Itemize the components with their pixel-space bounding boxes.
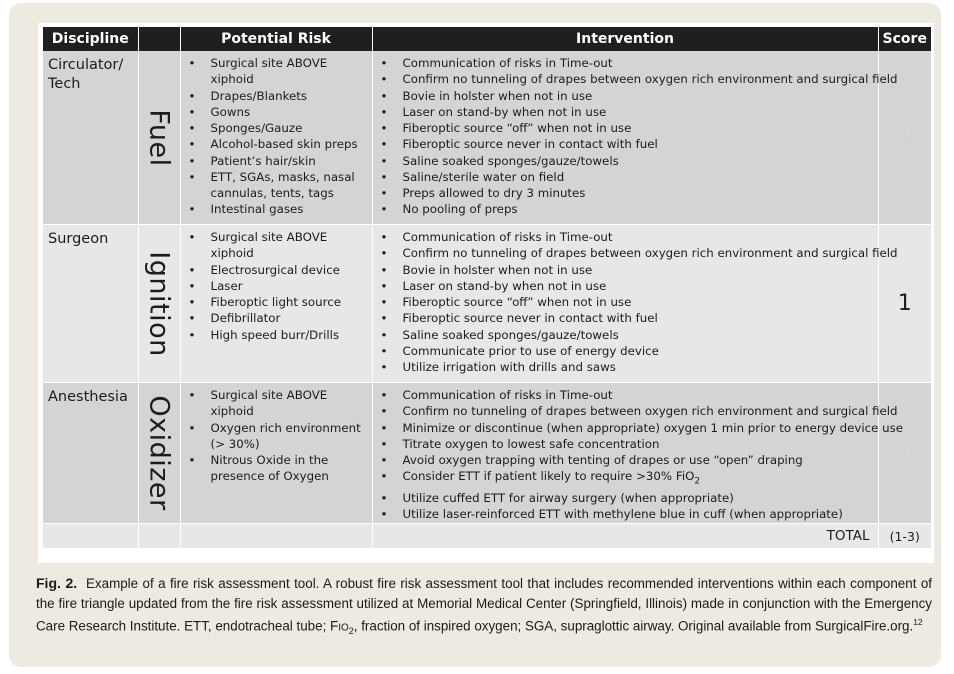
risk-item: • Laser	[181, 278, 372, 294]
risk-item: • Defibrillator	[181, 310, 372, 326]
header-component	[138, 27, 180, 51]
intervention-item: • Fiberoptic source “off” when not in use	[373, 294, 878, 310]
intervention-item: • Communication of risks in Time-out	[373, 387, 878, 403]
intervention-item: • Preps allowed to dry 3 minutes	[373, 185, 878, 201]
fio2-subscript: 2	[694, 476, 701, 487]
caption-reference: 12	[913, 617, 923, 628]
empty-cell	[43, 524, 138, 549]
intervention-item: • Saline/sterile water on field	[373, 169, 878, 185]
figure-caption	[36, 574, 932, 642]
intervention-item: • Fiberoptic source never in contact with fuel	[373, 310, 878, 326]
total-range: (1-3)	[878, 524, 931, 549]
intervention-item: • Fiberoptic source never in contact with fuel	[373, 136, 878, 152]
intervention-cell	[372, 51, 898, 225]
risk-item: • Nitrous Oxide in the presence of Oxygen	[181, 452, 372, 485]
risk-item: • Drapes/Blankets	[181, 88, 372, 104]
risk-item: • Gowns	[181, 104, 372, 120]
fire-risk-table	[43, 27, 931, 548]
risk-item: • Oxygen rich environment (> 30%)	[181, 420, 372, 453]
caption-text: Example of a fire risk assessment tool. A robust fire risk assessment tool that includes recommended interventions within each component of the fire triangle updated from the fire risk assessment utilized at Memorial Medical Center (Springfield, Illinois) made in conjunction with the Emergency Care Research Institute. ETT, endotracheal tube; F	[36, 576, 933, 634]
risk-item: • High speed burr/Drills	[181, 327, 372, 343]
intervention-item: • Communication of risks in Time-out	[373, 229, 878, 245]
intervention-item: • Communication of risks in Time-out	[373, 55, 878, 71]
discipline-cell: Anesthesia	[43, 383, 138, 524]
intervention-item: • Laser on stand-by when not in use	[373, 278, 878, 294]
component-cell	[138, 51, 180, 225]
caption-fio-subscript: 2	[348, 626, 354, 637]
risk-cell	[180, 225, 372, 383]
intervention-item: • Utilize cuffed ETT for airway surgery (when appropriate)	[373, 490, 878, 506]
table-panel	[38, 23, 934, 563]
header-intervention: Intervention	[372, 27, 878, 51]
intervention-item: • No pooling of preps	[373, 201, 878, 217]
table-row-oxidizer	[43, 383, 931, 524]
empty-cell	[138, 524, 180, 549]
component-label-fuel: Fuel	[143, 108, 175, 167]
discipline-cell: Circulator/ Tech	[43, 51, 138, 225]
intervention-item: • Bovie in holster when not in use	[373, 262, 878, 278]
risk-item: • ETT, SGAs, masks, nasal cannulas, tents, tags	[181, 169, 372, 202]
risk-item: • Fiberoptic light source	[181, 294, 372, 310]
caption-fio-small: IO	[338, 622, 349, 634]
score-cell: 1	[878, 383, 931, 524]
component-cell	[138, 225, 180, 383]
risk-item: • Alcohol-based skin preps	[181, 136, 372, 152]
risk-item: • Surgical site ABOVE xiphoid	[181, 55, 372, 88]
component-label-oxidizer: Oxidizer	[143, 395, 175, 511]
score-cell: 1	[878, 51, 931, 225]
discipline-cell: Surgeon	[43, 225, 138, 383]
intervention-item: • Confirm no tunneling of drapes between oxygen rich environment and surgical field	[373, 245, 878, 261]
intervention-item: • Avoid oxygen trapping with tenting of drapes or use “open” draping	[373, 452, 878, 468]
intervention-item: • Bovie in holster when not in use	[373, 88, 878, 104]
header-potential-risk: Potential Risk	[180, 27, 372, 51]
risk-item: • Surgical site ABOVE xiphoid	[181, 387, 372, 420]
intervention-item: • Titrate oxygen to lowest safe concentration	[373, 436, 878, 452]
component-cell	[138, 383, 180, 524]
header-score: Score	[878, 27, 931, 51]
total-row	[43, 524, 931, 549]
caption-label: Fig. 2.	[36, 575, 78, 591]
intervention-item: • Confirm no tunneling of drapes between oxygen rich environment and surgical field	[373, 403, 878, 419]
header-discipline: Discipline	[43, 27, 138, 51]
intervention-cell	[372, 383, 904, 524]
component-label-ignition: Ignition	[143, 250, 175, 357]
intervention-item: • Laser on stand-by when not in use	[373, 104, 878, 120]
total-label: TOTAL	[372, 524, 878, 549]
intervention-item: • Utilize irrigation with drills and saws	[373, 359, 878, 375]
intervention-item: • Saline soaked sponges/gauze/towels	[373, 153, 878, 169]
risk-cell	[180, 383, 372, 524]
risk-item: • Intestinal gases	[181, 201, 372, 217]
intervention-item: • Utilize laser-reinforced ETT with methylene blue in cuff (when appropriate)	[373, 506, 878, 522]
intervention-text: Consider ETT if patient likely to require >30% FiO	[402, 469, 695, 484]
table-row-fuel	[43, 51, 931, 225]
empty-cell	[180, 524, 372, 549]
header-row	[43, 27, 931, 51]
caption-text-end: , fraction of inspired oxygen; SGA, supraglottic airway. Original available from SurgicalFire.org.	[353, 618, 914, 634]
risk-item: • Surgical site ABOVE xiphoid	[181, 229, 372, 262]
risk-cell	[180, 51, 372, 225]
figure-frame	[9, 3, 941, 667]
intervention-item: • Communicate prior to use of energy device	[373, 343, 878, 359]
risk-item: • Sponges/Gauze	[181, 120, 372, 136]
intervention-item: • Fiberoptic source “off” when not in use	[373, 120, 878, 136]
intervention-item: • Minimize or discontinue (when appropriate) oxygen 1 min prior to energy device use	[373, 420, 878, 436]
intervention-item: • Saline soaked sponges/gauze/towels	[373, 327, 878, 343]
score-cell: 1	[878, 225, 931, 383]
risk-item: • Patient’s hair/skin	[181, 153, 372, 169]
intervention-cell	[372, 225, 898, 383]
intervention-item: • Confirm no tunneling of drapes between oxygen rich environment and surgical field	[373, 71, 878, 87]
table-row-ignition	[43, 225, 931, 383]
risk-item: • Electrosurgical device	[181, 262, 372, 278]
intervention-item	[373, 468, 878, 490]
